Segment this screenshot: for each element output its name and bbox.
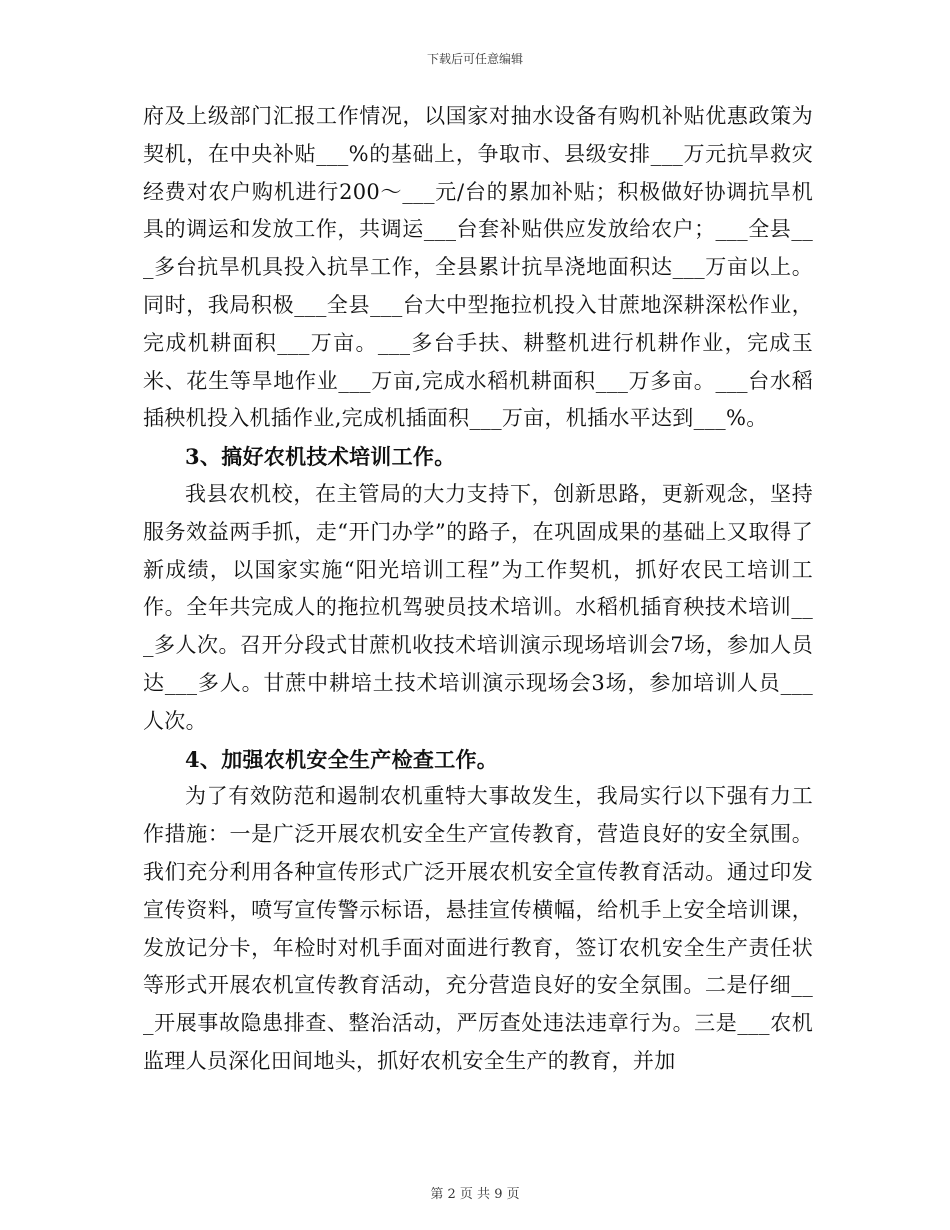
section-heading-training: 3、搞好农机技术培训工作。 (185, 444, 456, 470)
page-number-footer: 第 2 页 共 9 页 (430, 1187, 520, 1202)
section-heading-safety: 4、加强农机安全生产检查工作。 (185, 746, 499, 772)
page-header-note: 下载后可任意编辑 (426, 52, 523, 66)
paragraph-training: 我县农机校，在主管局的大力支持下，创新思路，更新观念，坚持服务效益两手抓，走“开门办学”的路子，在巩固成果的基础上又取得了新成绩，以国家实施“阳光培训工程”为工作契机，抓好农民工培训工作。全年共完成人的拖拉机驾驶员技术培训。水稻机插育秧技术培训___多人次。召开分段式甘蔗机收技术培训演示现场培训会7场，参加人员达___多人。甘蔗中耕培土技术培训演示现场会3场，参加培训人员___人次。 (143, 481, 813, 733)
paragraph-safety: 为了有效防范和遏制农机重特大事故发生，我局实行以下强有力工作措施：一是广泛开展农机安全生产宣传教育，营造良好的安全氛围。我们充分利用各种宣传形式广泛开展农机安全宣传教育活动。通过印发宣传资料，喷写宣传警示标语，悬挂宣传横幅，给机手上安全培训课，发放记分卡，年检时对机手面对面进行教育，签订农机安全生产责任状等形式开展农机宣传教育活动，充分营造良好的安全氛围。二是仔细___开展事故隐患排查、整治活动，严厉查处违法违章行为。三是___农机监理人员深化田间地头，抓好农机安全生产的教育，并加 (143, 784, 813, 1073)
paragraph-drought-support: 府及上级部门汇报工作情况，以国家对抽水设备有购机补贴优惠政策为契机，在中央补贴___%的基础上，争取市、县级安排___万元抗旱救灾经费对农户购机进行200～___元/台的累加补贴；积极做好协调抗旱机具的调运和发放工作，共调运___台套补贴供应发放给农户；___全县___多台抗旱机具投入抗旱工作，全县累计抗旱浇地面积达___万亩以上。同时，我局积极___全县___台大中型拖拉机投入甘蔗地深耕深松作业，完成机耕面积___万亩。___多台手扶、耕整机进行机耕作业，完成玉米、花生等旱地作业___万亩,完成水稻机耕面积___万多亩。___台水稻插秧机投入机插作业,完成机插面积___万亩，机插水平达到___%。 (143, 104, 813, 431)
document-body (143, 98, 813, 1081)
